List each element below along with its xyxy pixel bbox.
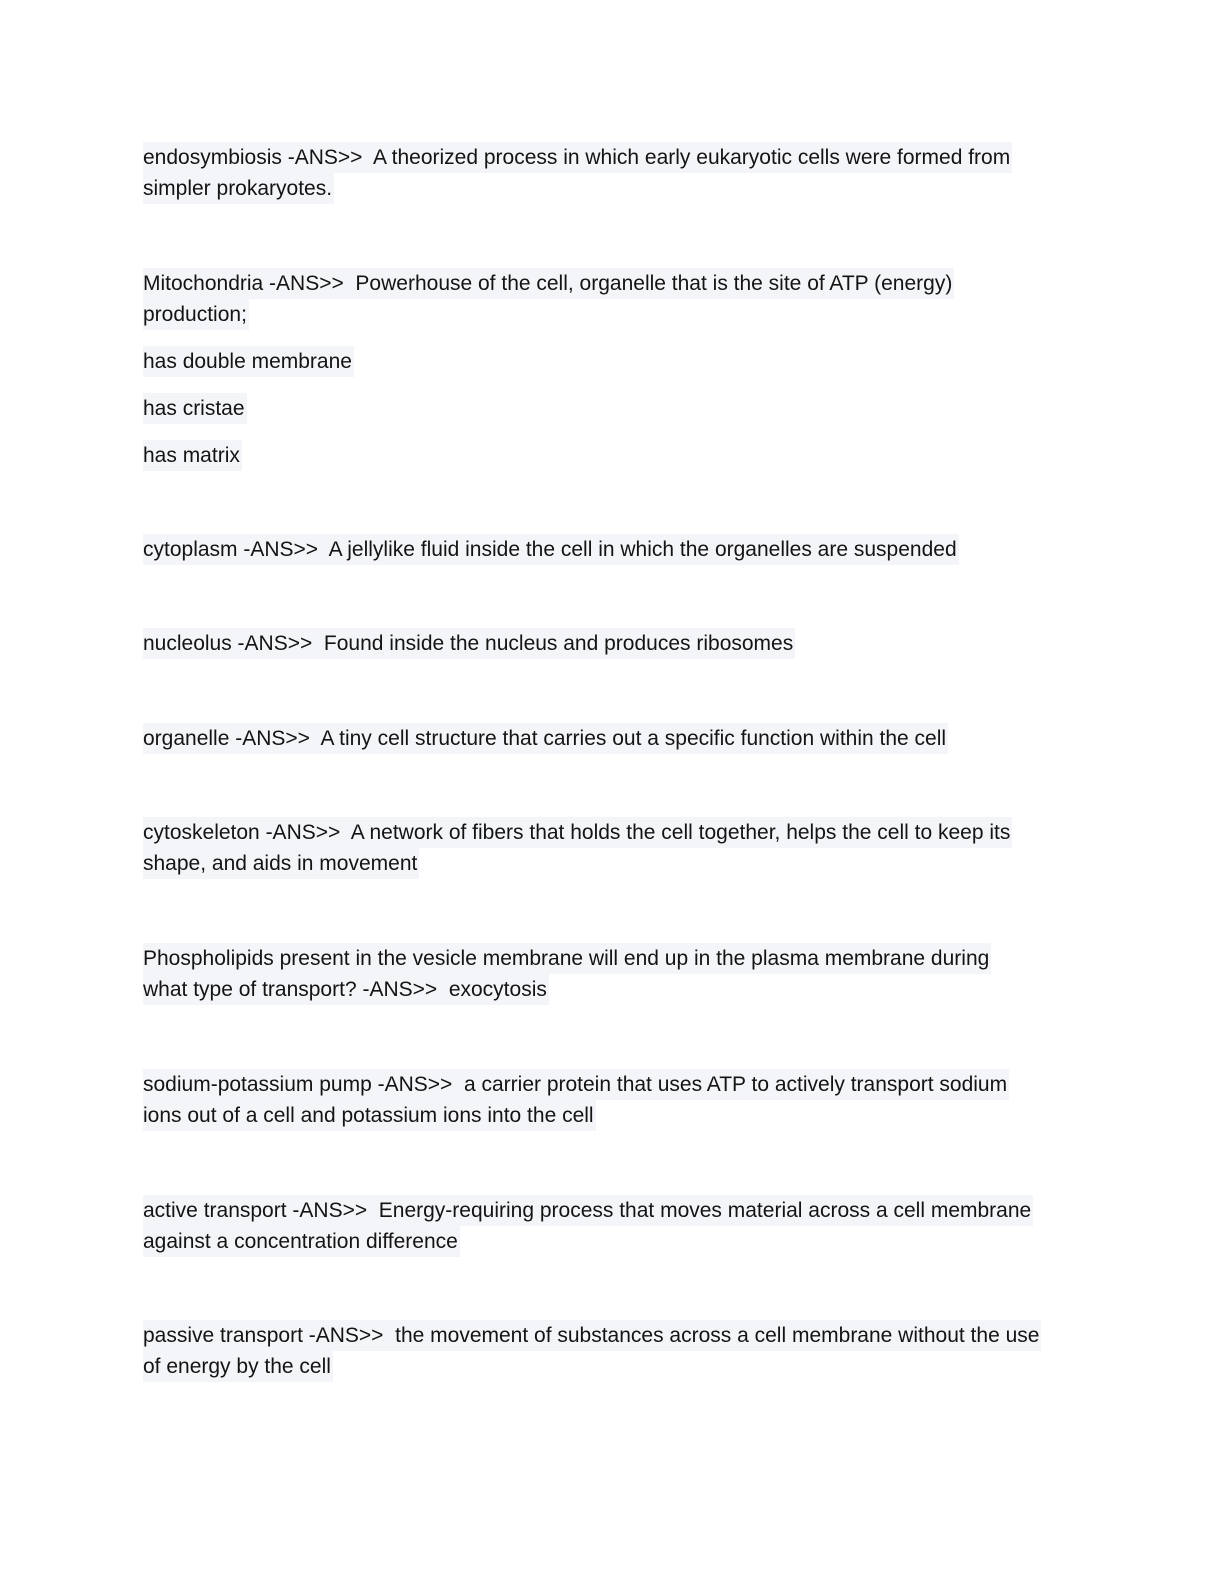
- entry-line: cytoskeleton -ANS>> A network of fibers that holds the cell together, helps the cell to keep its: [143, 817, 1012, 848]
- entry-line: Mitochondria -ANS>> Powerhouse of the cell, organelle that is the site of ATP (energy): [143, 268, 954, 299]
- entry-line: cytoplasm -ANS>> A jellylike fluid inside the cell in which the organelles are suspended: [143, 534, 959, 565]
- entry-line: has cristae: [143, 393, 247, 424]
- entry-line: simpler prokaryotes.: [143, 173, 334, 204]
- entry-line: ions out of a cell and potassium ions into the cell: [143, 1100, 596, 1131]
- entry-line: against a concentration difference: [143, 1226, 460, 1257]
- entry-line: endosymbiosis -ANS>> A theorized process in which early eukaryotic cells were formed from: [143, 142, 1012, 173]
- entry-line: sodium-potassium pump -ANS>> a carrier protein that uses ATP to actively transport sodium: [143, 1069, 1009, 1100]
- entry-line: nucleolus -ANS>> Found inside the nucleus and produces ribosomes: [143, 628, 795, 659]
- entry-line: production;: [143, 299, 249, 330]
- entry-line: of energy by the cell: [143, 1351, 333, 1382]
- entry-line: has matrix: [143, 440, 242, 471]
- entry-line: passive transport -ANS>> the movement of substances across a cell membrane without the use: [143, 1320, 1041, 1351]
- entry-line: shape, and aids in movement: [143, 848, 419, 879]
- entry-line: organelle -ANS>> A tiny cell structure that carries out a specific function within the cell: [143, 723, 948, 754]
- entry-line: has double membrane: [143, 346, 354, 377]
- entry-line: what type of transport? -ANS>> exocytosis: [143, 974, 549, 1005]
- entry-line: active transport -ANS>> Energy-requiring process that moves material across a cell membrane: [143, 1195, 1033, 1226]
- entry-line: Phospholipids present in the vesicle membrane will end up in the plasma membrane during: [143, 943, 991, 974]
